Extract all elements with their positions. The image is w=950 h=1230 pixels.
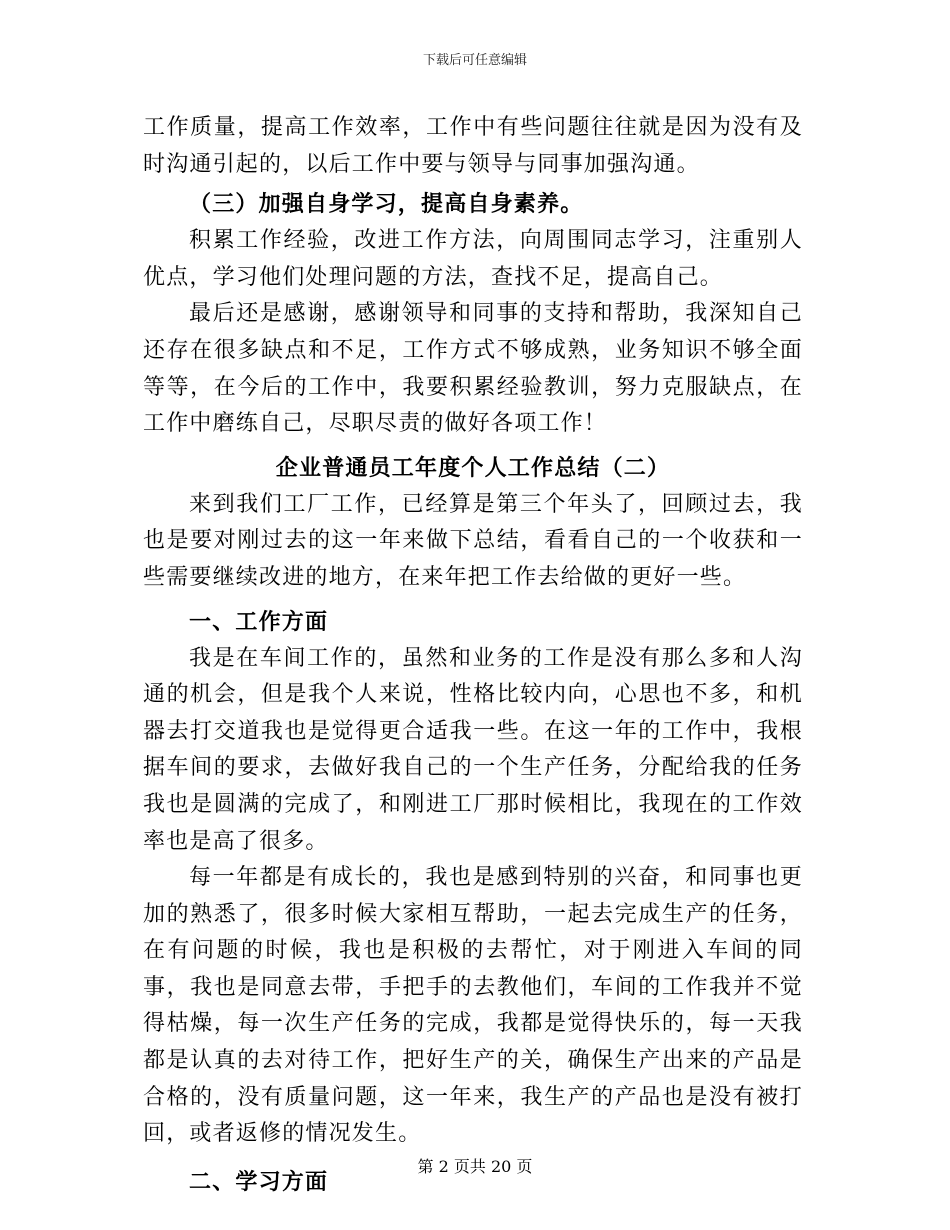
section-heading-self-study: （三）加强自身学习，提高自身素养。 <box>189 191 584 218</box>
paragraph-work-quality: 工作质量，提高工作效率，工作中有些问题往往就是因为没有及时沟通引起的，以后工作中要与领导与同事加强沟通。 <box>143 115 803 177</box>
section-heading-study: 二、学习方面 <box>189 1168 329 1195</box>
paragraph-workshop: 我是在车间工作的，虽然和业务的工作是没有那么多和人沟通的机会，但是我个人来说，性格比较内向，心思也不多，和机器去打交道我也是觉得更合适我一些。在这一年的工作中，我根据车间的要求，去做好我自己的一个生产任务，分配给我的任务我也是圆满的完成了，和刚进工厂那时候相比，我现在的工作效率也是高了很多。 <box>143 645 803 854</box>
page-number: 第 2 页共 20 页 <box>417 1157 533 1176</box>
paragraph-thanks: 最后还是感谢，感谢领导和同事的支持和帮助，我深知自己还存在很多缺点和不足，工作方式不够成熟，业务知识不够全面等等，在今后的工作中，我要积累经验教训，努力克服缺点，在工作中磨练自己，尽职尽责的做好各项工作！ <box>143 301 803 437</box>
section-heading-work: 一、工作方面 <box>189 608 329 635</box>
document-body <box>143 110 803 1201</box>
document-title: 企业普通员工年度个人工作总结（二） <box>275 454 671 481</box>
paragraph-intro: 来到我们工厂工作，已经算是第三个年头了，回顾过去，我也是要对刚过去的这一年来做下总结，看看自己的一个收获和一些需要继续改进的地方，在来年把工作去给做的更好一些。 <box>143 491 803 590</box>
paragraph-experience: 积累工作经验，改进工作方法，向周围同志学习，注重别人优点，学习他们处理问题的方法，查找不足，提高自己。 <box>143 228 803 290</box>
paragraph-growth: 每一年都是有成长的，我也是感到特别的兴奋，和同事也更加的熟悉了，很多时候大家相互帮助，一起去完成生产的任务，在有问题的时候，我也是积极的去帮忙，对于刚进入车间的同事，我也是同意去带，手把手的去教他们，车间的工作我并不觉得枯燥，每一次生产任务的完成，我都是觉得快乐的，每一天我都是认真的去对待工作，把好生产的关，确保生产出来的产品是合格的，没有质量问题，这一年来，我生产的产品也是没有被打回，或者返修的情况发生。 <box>143 865 803 1147</box>
page-header-note: 下载后可任意编辑 <box>422 53 527 68</box>
